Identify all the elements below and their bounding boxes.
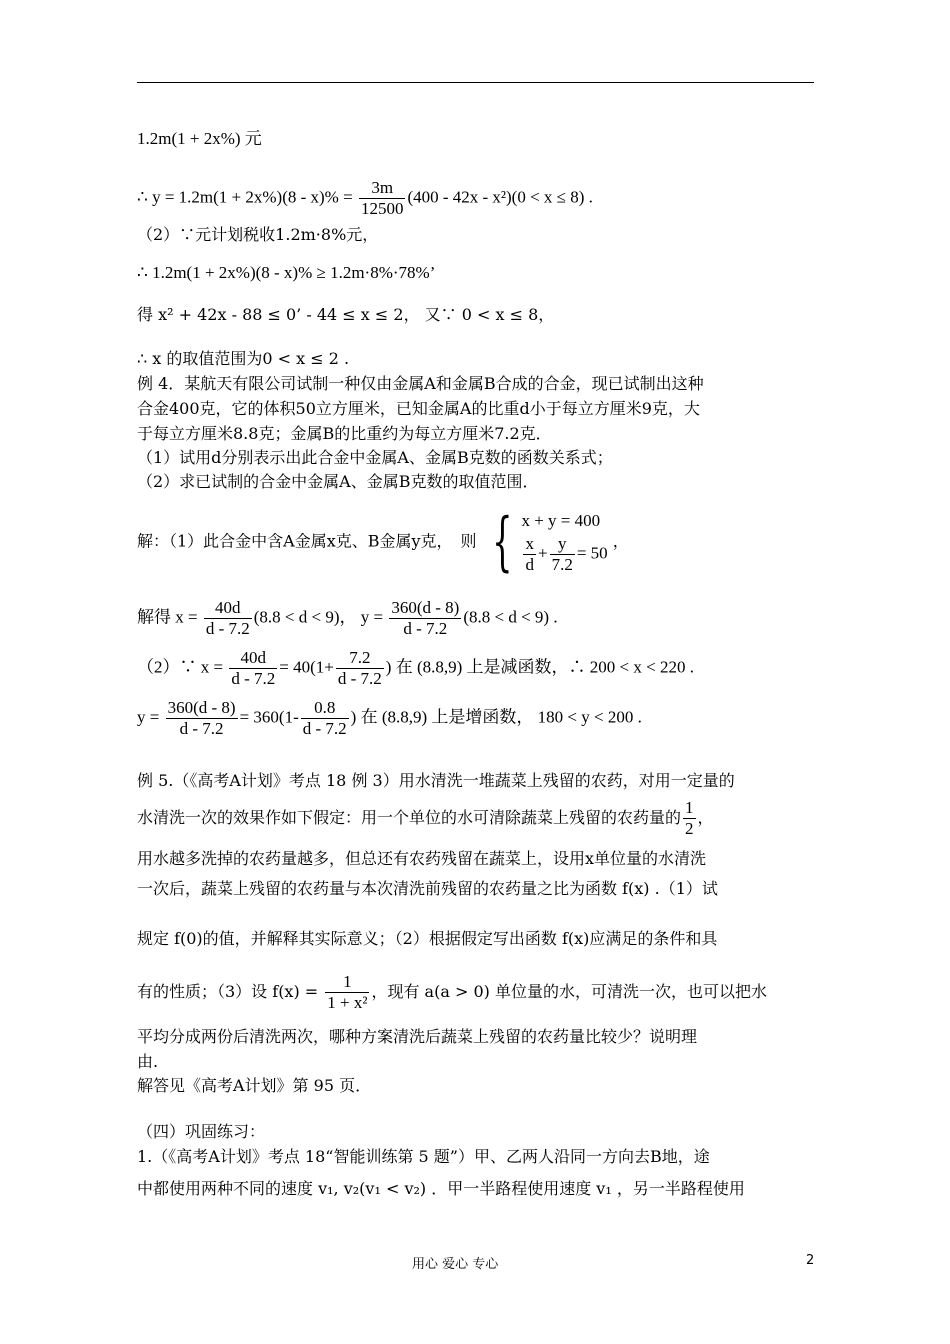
text-line: ∴ x 的取值范围为0 < x ≤ 2 . <box>137 349 350 368</box>
header-rule <box>137 82 814 83</box>
formula-line: （2）∵ x = $\frac{40d}{d - 7.2}$ = 40(1+ $\frac{7.2}{d - 7.2}$ ) 在 (8.8,9) 上是减函数，∴ 200 < x < 220 . <box>137 648 694 688</box>
footer-slogan: 用心 爱心 专心 <box>412 1257 499 1272</box>
brace-glyph: { <box>491 504 513 579</box>
formula-line: y = $\frac{360(d - 8)}{d - 7.2}$ = 360(1- $\frac{0.8}{d - 7.2}$ ) 在 (8.8,9) 上是增函数， 180 < y < 200 . <box>137 698 642 738</box>
text-line: 得 x² + 42x - 88 ≤ 0’ - 44 ≤ x ≤ 2， 又∵ 0 < x ≤ 8， <box>137 305 555 324</box>
text-line: 解答见《高考A计划》第 95 页． <box>137 1076 372 1095</box>
text-line: 中都使用两种不同的速度 v₁, v₂(v₁ < v₂) ．甲一半路程使用速度 v₁ ，另一半路程使用 <box>137 1179 745 1198</box>
text-line: 用水越多洗掉的农药量越多，但总还有农药残留在蔬菜上，设用x单位量的水清洗 <box>137 849 707 868</box>
text-line: 1.（《高考A计划》考点 18“智能训练第 5 题”）甲、乙两人沿同一方向去B地，途 <box>137 1147 710 1166</box>
text-line: （2）求已试制的合金中金属A、金属B克数的取值范围． <box>137 472 539 491</box>
text-line: 一次后，蔬菜上残留的农药量与本次清洗前残留的农药量之比为函数 f(x) .（1）试 <box>137 879 718 898</box>
text-line: 1.2m(1 + 2x%) 元 <box>137 129 262 148</box>
text-line: 水清洗一次的效果作如下假定：用一个单位的水可清除蔬菜上残留的农药量的 $\frac{1}{2}$ ， <box>137 798 714 838</box>
text-line: （2）∵元计划税收1.2m·8%元， <box>137 225 379 244</box>
equation-system: x + y = 400 $\frac{x}{d}$ + $\frac{y}{7.2}$ = 50 <box>521 511 608 574</box>
system-line: 解：（1）此合金中含A金属x克、B金属y克， 则 { x + y = 400 $\frac{x}{d}$ + $\frac{y}{7.2}$ = 50 ， <box>137 504 629 579</box>
text-line: 合金400克，它的体积50立方厘米，已知金属A的比重d小于每立方厘米9克，大 <box>137 399 700 418</box>
formula-line: 解得 x = $\frac{40d}{d - 7.2}$ (8.8 < d < 9)， y = $\frac{360(d - 8)}{d - 7.2}$ (8.8 < d < 9) . <box>137 598 558 638</box>
section-heading: （四）巩固练习： <box>137 1122 266 1141</box>
text-line: 平均分成两份后清洗两次，哪种方案清洗后蔬菜上残留的农药量比较少？说明理 <box>137 1027 698 1046</box>
text-line: 例 4．某航天有限公司试制一种仅由金属A和金属B合成的合金，现已试制出这种 <box>137 374 704 393</box>
fraction: $\frac{3m}{12500}$ <box>360 178 404 218</box>
text-line: 有的性质；（3）设 f(x) = $\frac{1}{\text{1 + x²}}$ ，现有 a(a > 0) 单位量的水，可清洗一次，也可以把水 <box>137 972 767 1012</box>
text-line: 规定 f(0)的值，并解释其实际意义；（2）根据假定写出函数 f(x)应满足的条件和具 <box>137 929 718 948</box>
text-line: 由. <box>137 1052 159 1071</box>
text-line: ∴ 1.2m(1 + 2x%)(8 - x)% ≥ 1.2m·8%·78%’ <box>137 263 436 282</box>
text-line: （1）试用d分别表示出此合金中金属A、金属B克数的函数关系式； <box>137 448 613 467</box>
formula-line: ∴ y = 1.2m(1 + 2x%)(8 - x)% = $\frac{3m}{12500}$ (400 - 42x - x²)(0 < x ≤ 8) . <box>137 178 593 218</box>
page-number: 2 <box>806 1253 815 1268</box>
text-line: 例 5.（《高考A计划》考点 18 例 3）用水清洗一堆蔬菜上残留的农药，对用一定量的 <box>137 771 735 790</box>
text-line: 于每立方厘米8.8克；金属B的比重约为每立方厘米7.2克． <box>137 424 552 443</box>
